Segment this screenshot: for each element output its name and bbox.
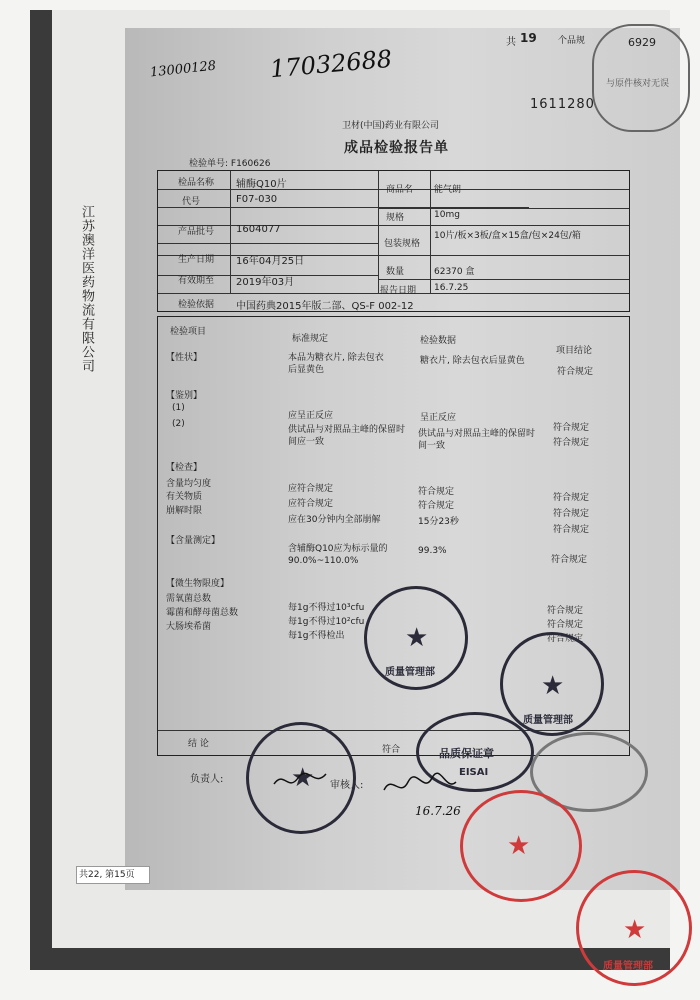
row-standard: 本品为糖衣片, 除去包衣后显黄色 bbox=[288, 353, 384, 375]
row-data: 99.3% bbox=[418, 546, 447, 556]
eisai-label: EISAI bbox=[459, 767, 489, 778]
row-item: 有关物质 bbox=[166, 492, 203, 502]
row-item: (2) bbox=[172, 419, 185, 429]
qa-stamp-right-label: 质量管理部 bbox=[523, 715, 573, 726]
value-quantity: 62370 盒 bbox=[434, 267, 475, 277]
col-standard: 标准规定 bbox=[292, 334, 329, 344]
value-expiry: 2019年03月 bbox=[236, 277, 295, 288]
conclusion-value: 符合 bbox=[382, 745, 401, 755]
value-package: 10片/板×3板/盒×15盒/包×24包/箱 bbox=[434, 231, 581, 241]
handwritten-number-2: 17032688 bbox=[269, 44, 394, 84]
row-standard: 每1g不得检出 bbox=[288, 631, 345, 641]
row-data: 糖衣片, 除去包衣后显黄色 bbox=[420, 356, 525, 366]
copy-stamp bbox=[592, 24, 690, 132]
sign-date: 16.7.26 bbox=[415, 804, 461, 818]
star-icon: ★ bbox=[291, 763, 315, 793]
qa-stamp-left bbox=[364, 586, 468, 690]
value-spec: 10mg bbox=[434, 210, 460, 220]
label-basis: 检验依据 bbox=[178, 300, 215, 310]
row-item: 崩解时限 bbox=[166, 506, 203, 516]
red-stamp-bottom-right bbox=[576, 870, 692, 986]
page-total-value: 19 bbox=[520, 31, 537, 45]
value-report-date: 16.7.25 bbox=[434, 283, 469, 293]
label-code: 代号 bbox=[182, 197, 201, 207]
copy-stamp-code: 6929 bbox=[628, 36, 656, 49]
value-mfg-date: 16年04月25日 bbox=[236, 256, 305, 267]
row-result: 符合规定 bbox=[553, 509, 590, 519]
row-result: 符合规定 bbox=[547, 606, 584, 616]
row-data: 符合规定 bbox=[418, 501, 455, 511]
section-head: 【鉴别】 bbox=[166, 391, 203, 401]
row-standard: 每1g不得过10³cfu bbox=[288, 603, 365, 613]
row-result: 符合规定 bbox=[551, 555, 588, 565]
reviewer-signature bbox=[380, 768, 460, 802]
reviewer-label: 审核人: bbox=[330, 780, 364, 791]
page-unit: 个品规 bbox=[558, 36, 586, 46]
company-name: 卫材(中国)药业有限公司 bbox=[342, 121, 440, 131]
conclusion-label: 结 论 bbox=[188, 739, 209, 749]
label-trade-name: 商品名 bbox=[386, 185, 414, 195]
row-result: 符合规定 bbox=[547, 620, 584, 630]
row-data: 15分23秒 bbox=[418, 517, 459, 527]
col-data: 检验数据 bbox=[420, 336, 457, 346]
label-expiry: 有效期至 bbox=[178, 276, 215, 286]
row-data: 呈正反应 bbox=[420, 413, 457, 423]
row-standard: 每1g不得过10²cfu bbox=[288, 617, 365, 627]
row-result: 符合规定 bbox=[553, 525, 590, 535]
value-code: F07-030 bbox=[236, 194, 278, 205]
row-result: 符合规定 bbox=[557, 367, 594, 377]
copy-stamp-note: 与原件核对无误 bbox=[606, 79, 670, 89]
section-head: 【微生物限度】 bbox=[166, 579, 230, 589]
row-item: 含量均匀度 bbox=[166, 479, 212, 489]
report-code: 1611280 bbox=[530, 97, 595, 112]
star-icon: ★ bbox=[507, 831, 531, 861]
row-standard: 含辅酶Q10应为标示量的90.0%~110.0% bbox=[288, 544, 388, 566]
responsible-label: 负责人: bbox=[190, 774, 224, 785]
label-quantity: 数量 bbox=[386, 267, 405, 277]
row-item: 需氧菌总数 bbox=[166, 594, 212, 604]
page-total-label: 共 bbox=[506, 37, 516, 48]
responsible-signature bbox=[270, 763, 330, 796]
label-spec: 规格 bbox=[386, 213, 405, 223]
side-company-label: 江苏澳洋医药物流有限公司 bbox=[79, 205, 94, 373]
star-icon: ★ bbox=[405, 623, 429, 653]
row-result: 符合规定 bbox=[553, 493, 590, 503]
red-stamp-label: 质量管理部 bbox=[603, 961, 653, 972]
qa-stamp-left-label: 质量管理部 bbox=[385, 667, 435, 678]
star-icon: ★ bbox=[623, 915, 647, 945]
eisai-quality-label: 品质保证章 bbox=[439, 747, 494, 760]
page-footer: 共22, 第15页 bbox=[76, 866, 150, 884]
row-item: (1) bbox=[172, 403, 185, 413]
section-head: 【含量测定】 bbox=[166, 536, 221, 546]
value-batch: 1604077 bbox=[236, 224, 281, 235]
row-result: 符合规定 bbox=[553, 438, 590, 448]
col-item: 检验项目 bbox=[170, 327, 207, 337]
red-stamp-center bbox=[460, 790, 582, 902]
star-icon: ★ bbox=[541, 671, 565, 701]
section-head: 【性状】 bbox=[166, 353, 203, 363]
col-conclusion: 项目结论 bbox=[556, 346, 593, 356]
label-package: 包装规格 bbox=[384, 239, 421, 249]
row-standard: 供试品与对照品主峰的保留时间应一致 bbox=[288, 425, 406, 447]
row-result: 符合规定 bbox=[547, 634, 584, 644]
value-product-name: 辅酶Q10片 bbox=[236, 179, 287, 190]
value-basis: 中国药典2015年版二部、QS-F 002-12 bbox=[236, 301, 414, 312]
row-data: 符合规定 bbox=[418, 487, 455, 497]
row-standard: 应在30分钟内全部崩解 bbox=[288, 515, 381, 525]
label-product-name: 检品名称 bbox=[178, 178, 215, 188]
label-batch: 产品批号 bbox=[178, 227, 215, 237]
handwritten-number-1: 13000128 bbox=[149, 58, 217, 81]
row-item: 大肠埃希菌 bbox=[166, 622, 212, 632]
section-head: 【检查】 bbox=[166, 463, 203, 473]
row-standard: 应符合规定 bbox=[288, 484, 334, 494]
qa-stamp-right bbox=[500, 632, 604, 736]
row-result: 符合规定 bbox=[553, 423, 590, 433]
row-item: 霉菌和酵母菌总数 bbox=[166, 608, 239, 618]
inspection-number: 检验单号: F160626 bbox=[189, 159, 271, 169]
row-standard: 应符合规定 bbox=[288, 499, 334, 509]
row-data: 供试品与对照品主峰的保留时间一致 bbox=[418, 429, 536, 451]
label-mfg-date: 生产日期 bbox=[178, 255, 215, 265]
value-trade-name: 能气朗 bbox=[434, 185, 462, 195]
row-standard: 应呈正反应 bbox=[288, 411, 334, 421]
label-report-date: 报告日期 bbox=[380, 286, 417, 296]
report-title: 成品检验报告单 bbox=[344, 140, 449, 156]
